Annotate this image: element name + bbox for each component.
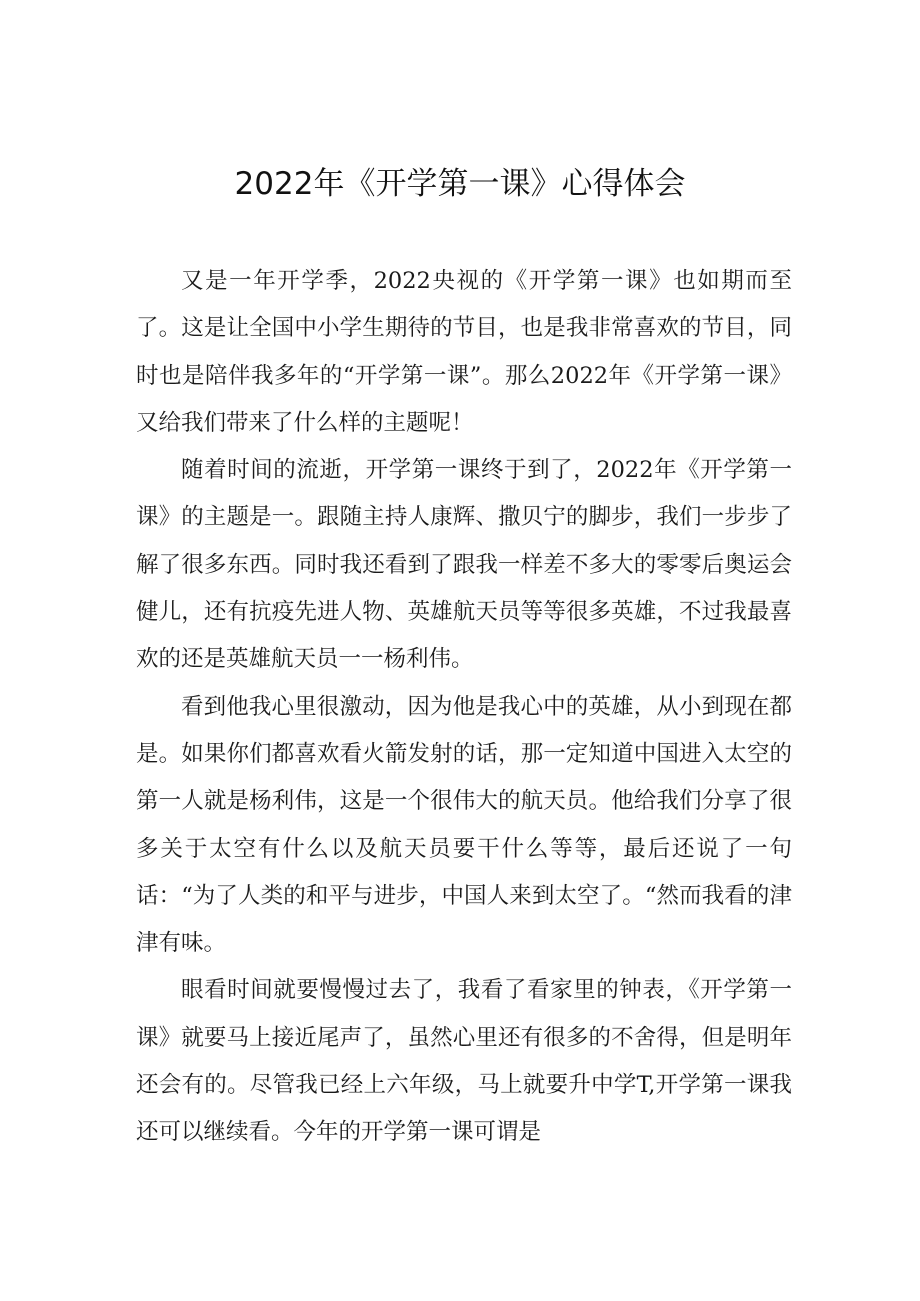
paragraph-1: 又是一年开学季，2022央视的《开学第一课》也如期而至了。这是让全国中小学生期待的节目，也是我非常喜欢的节目，同时也是陪伴我多年的“开学第一课”。那么2022年《开学第一课》又给我们带来了什么样的主题呢！ xyxy=(136,268,792,436)
document-title: 2022年《开学第一课》心得体会 xyxy=(234,166,686,202)
document-body xyxy=(136,258,792,1157)
paragraph-2: 随着时间的流逝，开学第一课终于到了，2022年《开学第一课》的主题是一。跟随主持人康辉、撒贝宁的脚步，我们一步步了解了很多东西。同时我还看到了跟我一样差不多大的零零后奥运会健儿，还有抗疫先进人物、英雄航天员等等很多英雄，不过我最喜欢的还是英雄航天员一一杨利伟。 xyxy=(136,457,792,673)
paragraph-4: 眼看时间就要慢慢过去了，我看了看家里的钟表，《开学第一课》就要马上接近尾声了，虽然心里还有很多的不舍得，但是明年还会有的。尽管我已经上六年级，马上就要升中学T,开学第一课我还可以继续看。今年的开学第一课可谓是 xyxy=(136,977,792,1146)
paragraph-3: 看到他我心里很激动，因为他是我心中的英雄，从小到现在都是。如果你们都喜欢看火箭发射的话，那一定知道中国进入太空的第一人就是杨利伟，这是一个很伟大的航天员。他给我们分享了很多关于太空有什么以及航天员要干什么等等，最后还说了一句话：“为了人类的和平与进步，中国人来到太空了。“然而我看的津津有味。 xyxy=(136,693,792,957)
